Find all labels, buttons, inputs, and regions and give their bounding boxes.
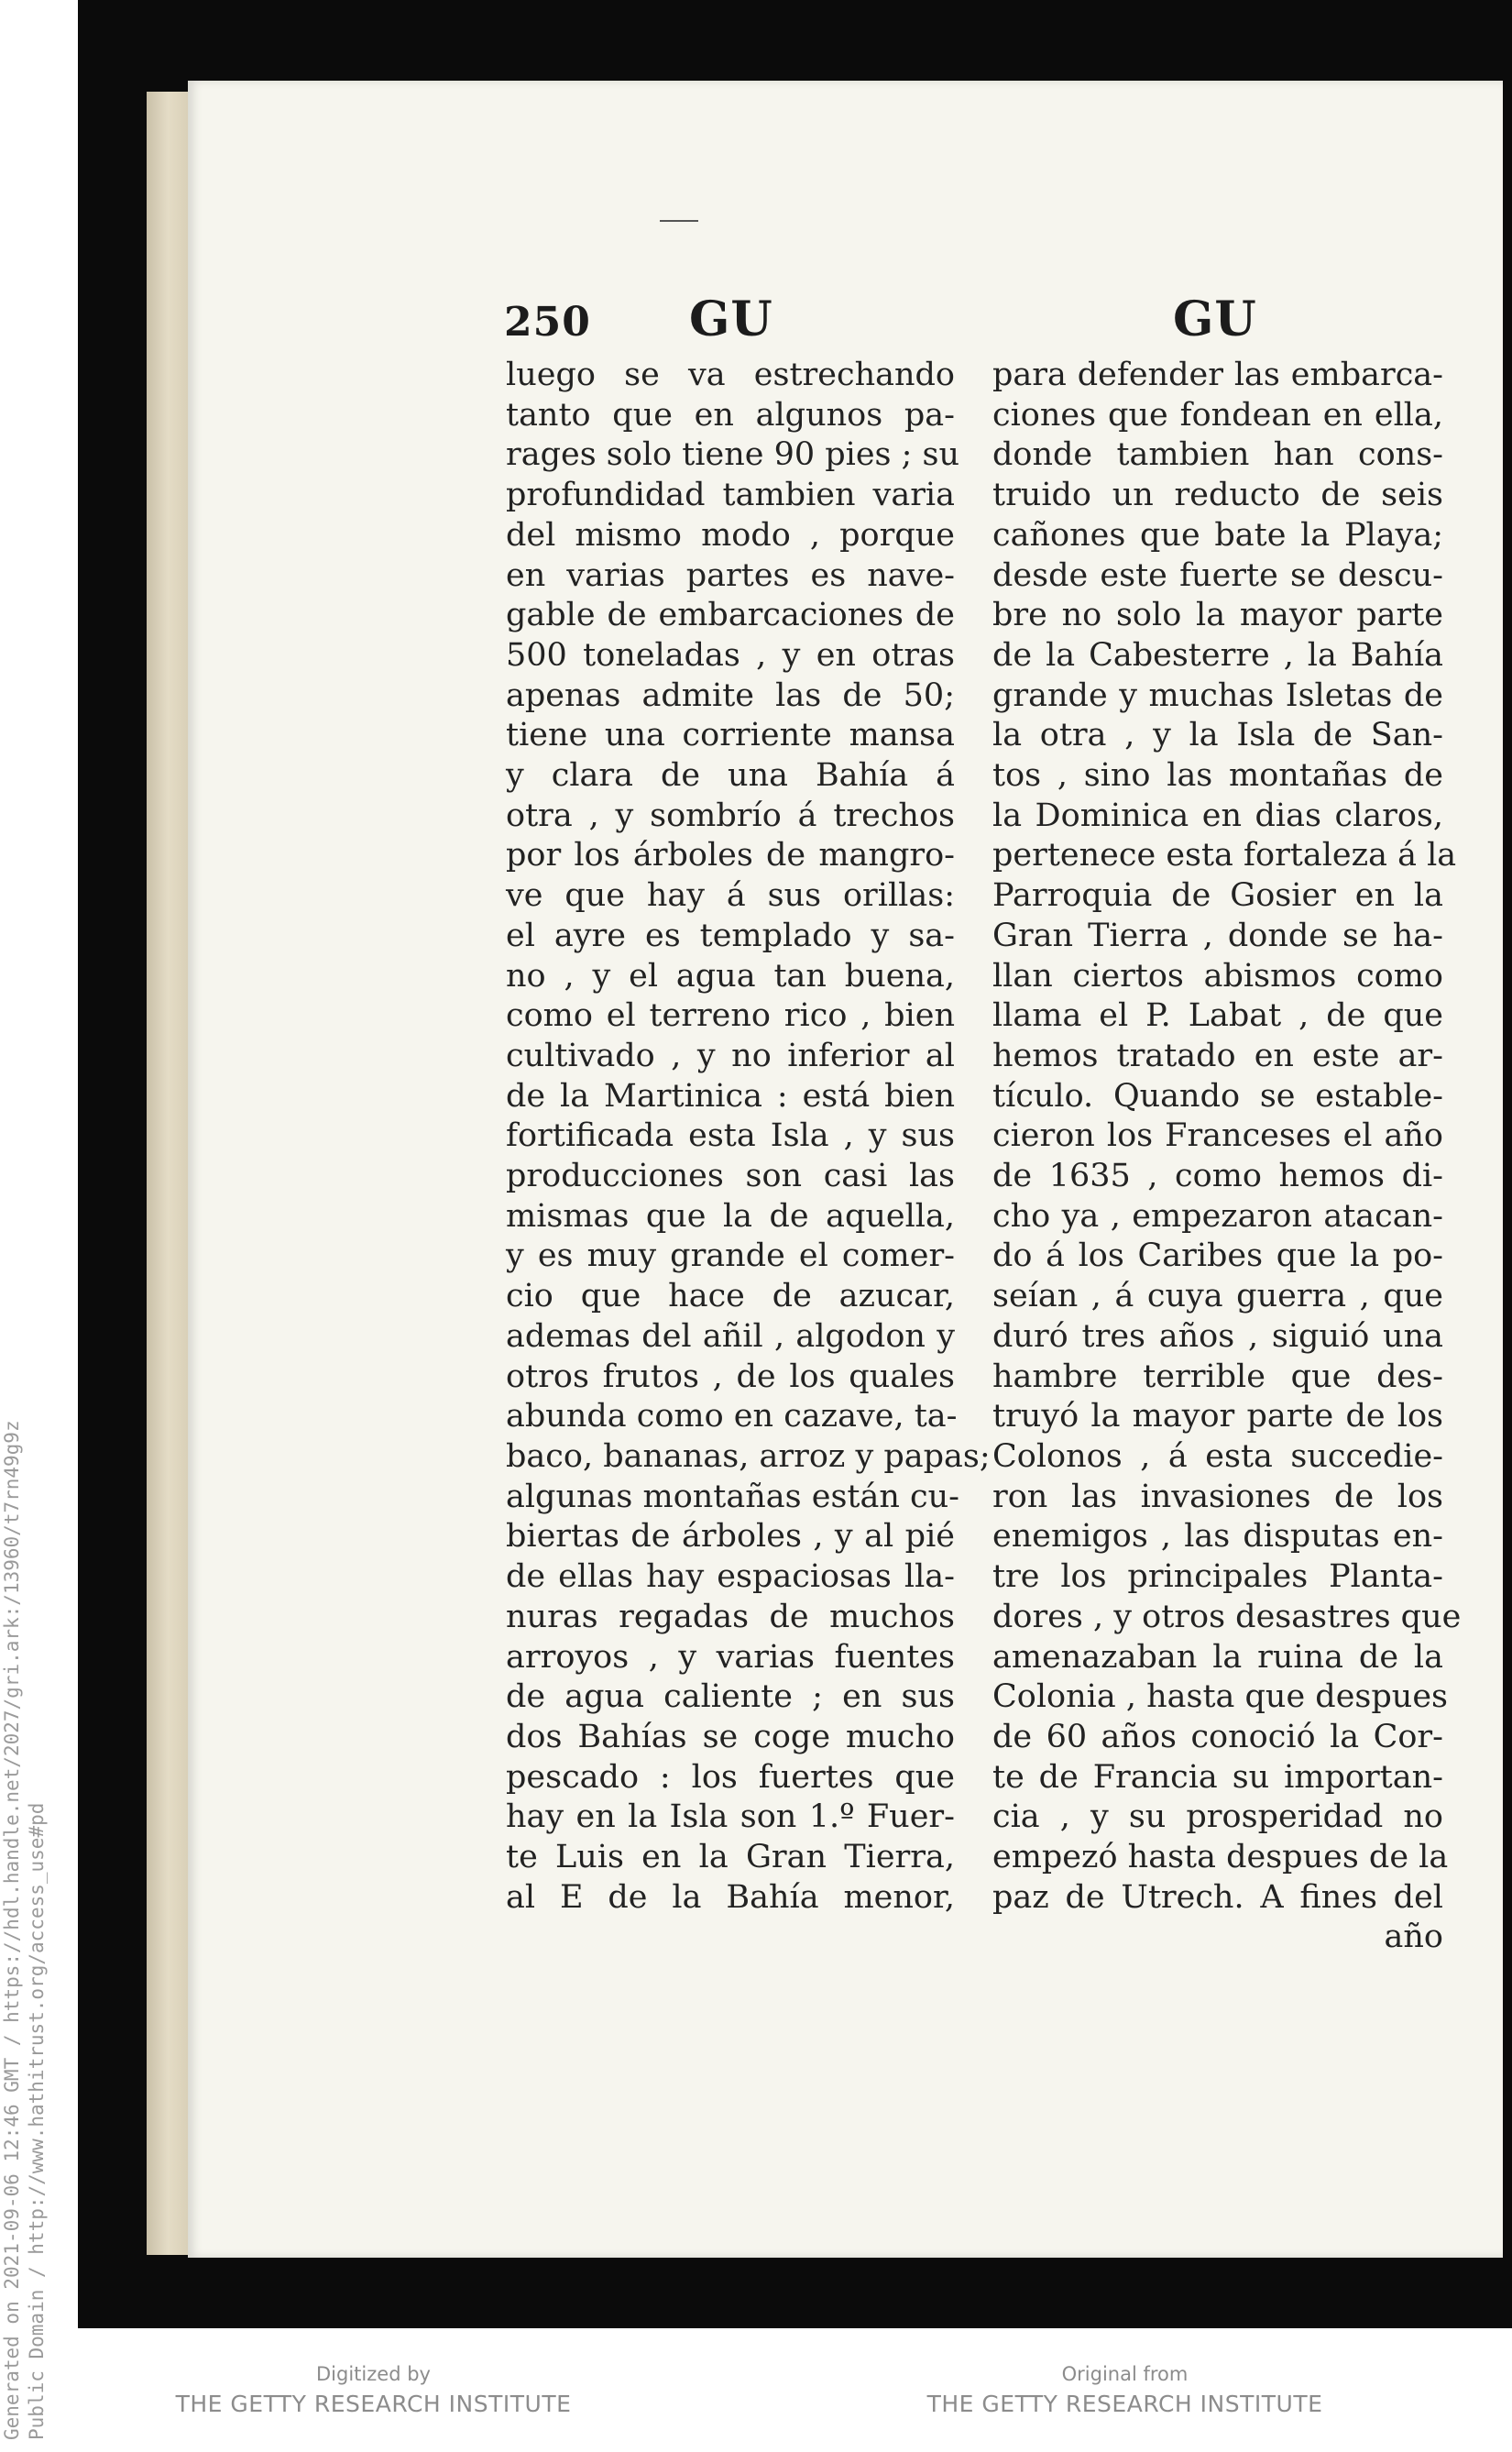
text-line: del mismo modo , porque bbox=[506, 516, 955, 554]
text-line: en varias partes es nave- bbox=[506, 556, 955, 594]
text-line: no , y el agua tan buena, bbox=[506, 957, 955, 995]
text-line: Colonos , á esta succedie- bbox=[992, 1437, 1443, 1475]
text-line: la Dominica en dias claros, bbox=[992, 797, 1443, 834]
text-line: gable de embarcaciones de bbox=[506, 597, 955, 634]
running-head-right: GU bbox=[1173, 291, 1257, 347]
text-line: de 1635 , como hemos di- bbox=[992, 1158, 1443, 1195]
text-line: donde tambien han cons- bbox=[992, 436, 1443, 474]
text-line: rages solo tiene 90 pies ; su bbox=[506, 436, 960, 474]
text-line: cañones que bate la Playa; bbox=[992, 516, 1443, 554]
text-line: y clara de una Bahía á bbox=[506, 757, 955, 795]
text-line: biertas de árboles , y al pié bbox=[506, 1518, 955, 1556]
text-line: algunas montañas están cu- bbox=[506, 1478, 959, 1515]
text-line: tículo. Quando se estable- bbox=[992, 1077, 1443, 1115]
text-line: otros frutos , de los quales bbox=[506, 1358, 955, 1395]
text-line: dos Bahías se coge mucho bbox=[506, 1718, 955, 1755]
text-line: de agua caliente ; en sus bbox=[506, 1678, 955, 1716]
text-line: tre los principales Planta- bbox=[992, 1558, 1443, 1596]
text-line: arroyos , y varias fuentes bbox=[506, 1638, 955, 1676]
text-line: llama el P. Labat , de que bbox=[992, 997, 1443, 1035]
text-line: profundidad tambien varia bbox=[506, 477, 955, 514]
text-line: tiene una corriente mansa bbox=[506, 717, 955, 754]
text-column-left bbox=[506, 356, 991, 1918]
text-line: de 60 años conoció la Cor- bbox=[992, 1718, 1443, 1755]
text-line: amenazaban la ruina de la bbox=[992, 1638, 1443, 1676]
text-line: al E de la Bahía menor, bbox=[506, 1878, 955, 1916]
text-line: por los árboles de mangro- bbox=[506, 837, 955, 874]
text-line: baco, bananas, arroz y papas; bbox=[506, 1437, 991, 1475]
text-line: Colonia , hasta que despues bbox=[992, 1678, 1449, 1716]
text-line: otra , y sombrío á trechos bbox=[506, 797, 955, 834]
text-line: desde este fuerte se descu- bbox=[992, 556, 1443, 594]
text-line: hemos tratado en este ar- bbox=[992, 1037, 1443, 1074]
running-head-left: GU bbox=[689, 291, 773, 347]
text-line: seían , á cuya guerra , que bbox=[992, 1278, 1443, 1315]
text-line: de la Cabesterre , la Bahía bbox=[992, 636, 1443, 674]
text-line: abunda como en cazave, ta- bbox=[506, 1398, 958, 1435]
text-line: bre no solo la mayor parte bbox=[992, 597, 1443, 634]
text-line: grande y muchas Isletas de bbox=[992, 676, 1443, 714]
text-line: do á los Caribes que la po- bbox=[992, 1237, 1443, 1275]
text-line: luego se va estrechando bbox=[506, 357, 955, 393]
text-line: hambre terrible que des- bbox=[992, 1358, 1443, 1395]
text-line: enemigos , las disputas en- bbox=[992, 1518, 1443, 1556]
digitized-by-label: Digitized by bbox=[316, 2363, 431, 2385]
ink-mark bbox=[660, 220, 698, 222]
hathitrust-watermark bbox=[0, 1420, 48, 2440]
text-line: hay en la Isla son 1.º Fuer- bbox=[506, 1798, 955, 1836]
text-line: como el terreno rico , bien bbox=[506, 997, 955, 1035]
text-line: truido un reducto de seis bbox=[992, 477, 1443, 514]
text-line: te Luis en la Gran Tierra, bbox=[506, 1839, 955, 1876]
text-line: dores , y otros desastres que bbox=[992, 1598, 1462, 1635]
digitized-by-institution: THE GETTY RESEARCH INSTITUTE bbox=[175, 2391, 572, 2417]
text-line: fortificada esta Isla , y sus bbox=[506, 1117, 955, 1155]
text-line: de la Martinica : está bien bbox=[506, 1077, 955, 1115]
text-line: cultivado , y no inferior al bbox=[506, 1037, 955, 1074]
original-from-institution: THE GETTY RESEARCH INSTITUTE bbox=[926, 2391, 1323, 2417]
text-line: paz de Utrech. A fines del bbox=[992, 1878, 1443, 1916]
text-line: la otra , y la Isla de San- bbox=[992, 717, 1443, 754]
text-line: Gran Tierra , donde se ha- bbox=[992, 917, 1443, 954]
text-line: cho ya , empezaron atacan- bbox=[992, 1197, 1443, 1235]
text-line: tanto que en algunos pa- bbox=[506, 396, 955, 434]
text-line: ciones que fondean en ella, bbox=[992, 396, 1443, 434]
text-line: mismas que la de aquella, bbox=[506, 1197, 955, 1235]
text-line: empezó hasta despues de la bbox=[992, 1839, 1449, 1876]
text-line: el ayre es templado y sa- bbox=[506, 917, 955, 954]
text-line: truyó la mayor parte de los bbox=[992, 1398, 1443, 1435]
text-line: llan ciertos abismos como bbox=[992, 957, 1443, 995]
text-line: 500 toneladas , y en otras bbox=[506, 636, 955, 674]
catchword: año bbox=[1384, 1919, 1443, 1956]
watermark-line-1: Generated on 2021-09-06 12:46 GMT / https://hdl.handle.net/2027/gri.ark:/13960/t7rn49g9z bbox=[1, 1420, 23, 2440]
text-line: apenas admite las de 50; bbox=[506, 676, 955, 714]
text-line: cia , y su prosperidad no bbox=[992, 1798, 1443, 1836]
text-line: te de Francia su importan- bbox=[992, 1758, 1443, 1796]
original-from-label: Original from bbox=[1061, 2363, 1189, 2385]
text-line: ademas del añil , algodon y bbox=[506, 1317, 955, 1355]
text-line: para defender las embarca- bbox=[992, 357, 1443, 393]
text-line: producciones son casi las bbox=[506, 1158, 955, 1195]
text-line: Parroquia de Gosier en la bbox=[992, 877, 1443, 915]
text-line: de ellas hay espaciosas lla- bbox=[506, 1558, 955, 1596]
text-line: ron las invasiones de los bbox=[992, 1478, 1443, 1515]
page-number: 250 bbox=[504, 299, 591, 346]
text-line: cio que hace de azucar, bbox=[506, 1278, 955, 1315]
text-line: nuras regadas de muchos bbox=[506, 1598, 955, 1635]
text-line: y es muy grande el comer- bbox=[506, 1237, 955, 1275]
text-line: ve que hay á sus orillas: bbox=[506, 877, 955, 915]
text-column-right bbox=[992, 356, 1462, 1958]
text-line: cieron los Franceses el año bbox=[992, 1117, 1443, 1155]
text-line: duró tres años , siguió una bbox=[992, 1317, 1443, 1355]
watermark-line-2: Public Domain / http://www.hathitrust.org/access_use#pd bbox=[26, 1802, 48, 2440]
text-line: pescado : los fuertes que bbox=[506, 1758, 955, 1796]
text-line: tos , sino las montañas de bbox=[992, 757, 1443, 795]
text-line: pertenece esta fortaleza á la bbox=[992, 837, 1457, 874]
